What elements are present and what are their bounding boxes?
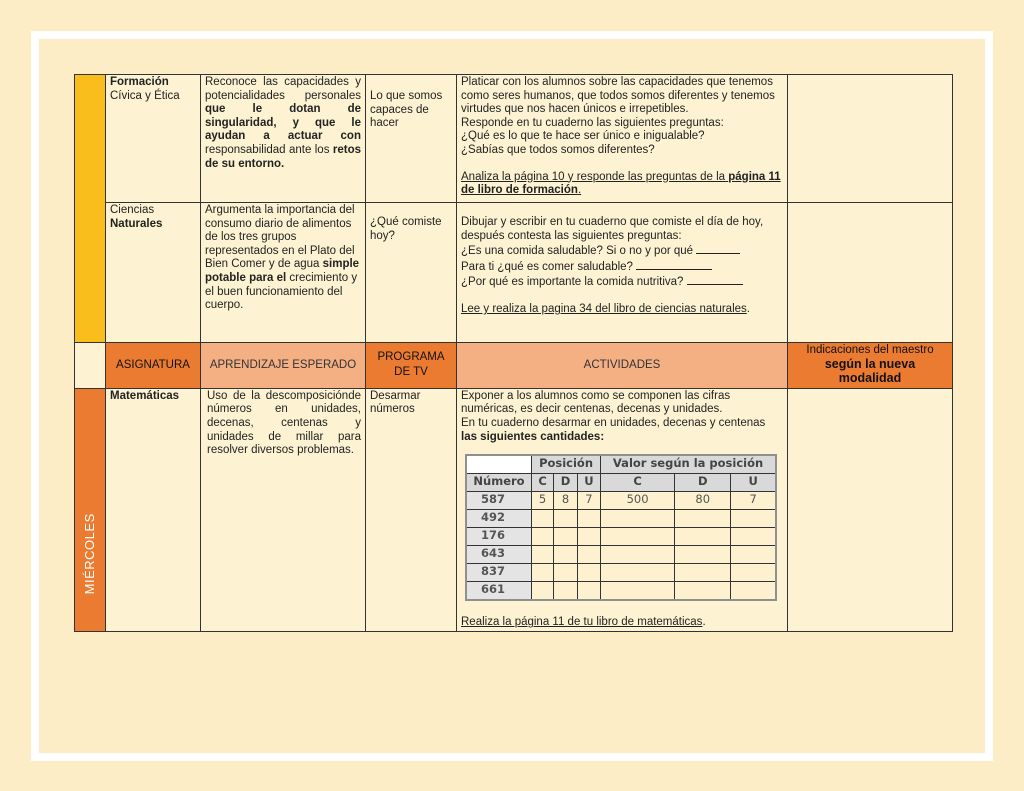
col-header: C xyxy=(532,474,554,492)
number-cell: 587 xyxy=(466,492,532,510)
col-header-number: Número xyxy=(466,474,532,492)
day-band-top xyxy=(75,75,106,343)
activity-task: Analiza la página 10 y responde las preguntas de la página 11 de libro de formación. xyxy=(461,170,781,197)
col-header: D xyxy=(554,474,578,492)
learning-cell xyxy=(201,388,366,631)
number-cell: 492 xyxy=(466,510,532,528)
learning-cell xyxy=(201,75,366,203)
learning-bold-text: simple potable para el xyxy=(205,258,360,284)
activity-question: Para ti ¿qué es comer saludable? xyxy=(461,259,783,275)
table-row-civics xyxy=(75,75,953,203)
value-cell xyxy=(577,528,600,546)
header-tv-program: PROGRAMA DE TV xyxy=(366,343,457,389)
activity-bold: las siguientes cantidades: xyxy=(461,430,605,443)
value-cell xyxy=(601,564,675,582)
value-cell: 8 xyxy=(554,492,578,510)
place-value-table xyxy=(465,454,777,601)
col-header: U xyxy=(731,474,776,492)
learning-cell xyxy=(201,203,366,343)
number-cell: 837 xyxy=(466,564,532,582)
subject-name: Matemáticas xyxy=(110,389,180,402)
value-cell xyxy=(731,510,776,528)
value-cell xyxy=(731,546,776,564)
activities-cell xyxy=(457,388,788,631)
lesson-plan-table xyxy=(74,74,953,632)
value-cell: 500 xyxy=(601,492,675,510)
table-row xyxy=(466,510,776,528)
table-row xyxy=(466,492,776,510)
activities-cell xyxy=(457,203,788,343)
value-cell: 80 xyxy=(675,492,731,510)
number-cell: 661 xyxy=(466,582,532,601)
activity-question: ¿Qué es lo que te hace ser único e inigualable? xyxy=(461,130,705,143)
tv-program-name: Lo que somos capaces de hacer xyxy=(370,90,443,130)
value-cell xyxy=(675,510,731,528)
header-notes-line: Indicaciones del maestro xyxy=(806,344,934,356)
table-row-science xyxy=(75,203,953,343)
number-cell: 176 xyxy=(466,528,532,546)
value-cell xyxy=(731,564,776,582)
tv-program-cell xyxy=(366,75,457,203)
activities-cell xyxy=(457,75,788,203)
value-cell xyxy=(601,510,675,528)
table-row xyxy=(466,528,776,546)
header-teacher-notes xyxy=(788,343,953,389)
value-cell xyxy=(554,510,578,528)
value-cell xyxy=(554,582,578,601)
value-cell xyxy=(532,528,554,546)
tv-program-cell xyxy=(366,203,457,343)
table-header-row xyxy=(75,343,953,389)
activity-paragraph: Dibujar y escribir en tu cuaderno que comiste el día de hoy, después contesta las siguientes preguntas: xyxy=(461,216,764,242)
table-row-math xyxy=(75,388,953,631)
tv-program-name: ¿Qué comiste hoy? xyxy=(370,216,442,242)
col-header: C xyxy=(601,474,675,492)
learning-bold-end: retos de su entorno. xyxy=(205,143,362,170)
teacher-notes-cell xyxy=(788,75,953,203)
subject-name: Formación xyxy=(110,76,169,88)
day-label: MIÉRCOLES xyxy=(82,513,98,595)
value-cell: 7 xyxy=(731,492,776,510)
activity-question: ¿Sabías que todos somos diferentes? xyxy=(461,143,655,156)
header-notes-bold: según la nueva modalidad xyxy=(824,356,916,386)
value-cell xyxy=(532,564,554,582)
table-row xyxy=(466,564,776,582)
activity-paragraph: Platicar con los alumnos sobre las capacidades que tenemos como seres humanos, que todos somos diferentes y tenemos virtudes que nos hacen únicos e irrepetibles. xyxy=(461,76,775,116)
value-cell xyxy=(532,510,554,528)
tv-program-name: Desarmar números xyxy=(370,389,421,416)
value-cell xyxy=(601,546,675,564)
table-row xyxy=(466,546,776,564)
value-cell xyxy=(675,582,731,601)
activity-instruction: En tu cuaderno desarmar en unidades, decenas y centenas xyxy=(461,416,766,429)
value-cell xyxy=(577,546,600,564)
activity-instruction: Responde en tu cuaderno las siguientes preguntas: xyxy=(461,116,724,129)
value-cell xyxy=(532,582,554,601)
header-learning: APRENDIZAJE ESPERADO xyxy=(201,343,366,389)
teacher-notes-cell xyxy=(788,203,953,343)
value-cell xyxy=(577,564,600,582)
value-cell xyxy=(577,582,600,601)
learning-bold-text: que le dotan de singularidad, y que le ayudan a actuar con xyxy=(205,103,361,143)
value-cell xyxy=(532,546,554,564)
activity-paragraph: Exponer a los alumnos como se componen las cifras numéricas, es decir centenas, decenas y unidades. xyxy=(461,389,731,416)
value-cell: 7 xyxy=(577,492,600,510)
col-header: D xyxy=(675,474,731,492)
day-band-wednesday xyxy=(75,388,106,631)
learning-text: Uso de la descomposiciónde números en unidades, decenas, centenas y unidades de millar para resolver diversos problemas. xyxy=(207,389,361,457)
learning-text-cont: responsabilidad ante los xyxy=(205,143,330,156)
table-row xyxy=(466,582,776,601)
learning-text: Argumenta la importancia del consumo diario de alimentos de los tres grupos representados en el Plato del Bien Comer y de agua xyxy=(205,204,355,271)
activity-question: ¿Es una comida saludable? Si o no y por qué xyxy=(461,243,783,259)
value-cell xyxy=(601,528,675,546)
group-header-value: Valor según la posición xyxy=(601,455,776,474)
value-cell xyxy=(554,528,578,546)
learning-text-cont: crecimiento y el buen funcionamiento del cuerpo. xyxy=(205,271,358,312)
subject-name-cont: Naturales xyxy=(110,217,163,230)
activity-question: ¿Por qué es importante la comida nutritiva? xyxy=(461,274,783,290)
header-activities: ACTIVIDADES xyxy=(457,343,788,389)
value-cell xyxy=(601,582,675,601)
value-cell xyxy=(554,546,578,564)
teacher-notes-cell xyxy=(788,388,953,631)
number-cell: 643 xyxy=(466,546,532,564)
value-cell xyxy=(577,510,600,528)
value-cell xyxy=(731,582,776,601)
header-subject: ASIGNATURA xyxy=(106,343,201,389)
subject-cell xyxy=(106,75,201,203)
activity-task: Lee y realiza la pagina 34 del libro de ciencias naturales. xyxy=(461,302,750,315)
group-header-position: Posición xyxy=(532,455,601,474)
activity-task: Realiza la página 11 de tu libro de matemáticas. xyxy=(461,616,706,629)
subject-cell xyxy=(106,388,201,631)
tv-program-cell xyxy=(366,388,457,631)
subject-name-cont: Cívica y Ética xyxy=(110,89,180,102)
value-cell xyxy=(731,528,776,546)
header-spacer xyxy=(75,343,106,389)
subject-cell xyxy=(106,203,201,343)
value-cell: 5 xyxy=(532,492,554,510)
value-cell xyxy=(675,564,731,582)
col-header: U xyxy=(577,474,600,492)
value-cell xyxy=(554,564,578,582)
learning-text: Reconoce las capacidades y potencialidades personales xyxy=(205,76,361,102)
value-cell xyxy=(675,546,731,564)
value-cell xyxy=(675,528,731,546)
subject-name: Ciencias xyxy=(110,204,155,216)
